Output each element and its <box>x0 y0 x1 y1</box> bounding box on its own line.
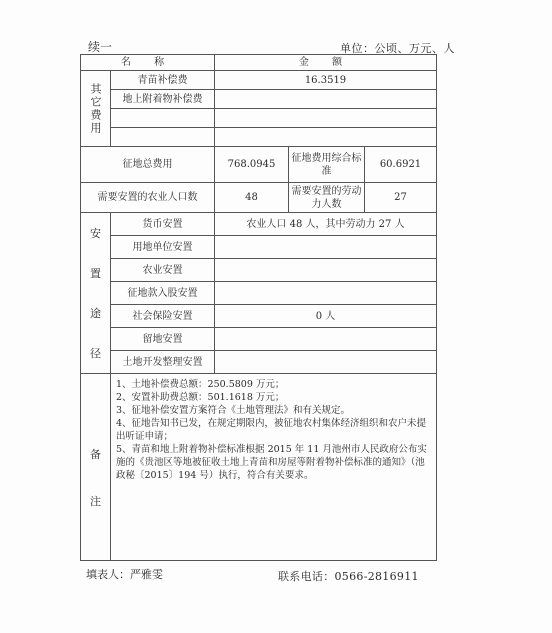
total-row <box>81 147 437 183</box>
labor-label: 需要安置的劳动力人数 <box>289 183 365 213</box>
population-label: 需要安置的农业人口数 <box>81 183 215 213</box>
table-row <box>81 259 437 282</box>
section-other-fees: 其它费用 <box>81 71 111 147</box>
row-label: 用地单位安置 <box>111 236 215 259</box>
row-label: 地上附着物补偿费 <box>111 90 215 109</box>
table-row <box>81 282 437 305</box>
row-value <box>215 351 437 374</box>
section-remarks: 备 注 <box>81 374 111 561</box>
col-header-amount: 金 额 <box>215 55 437 71</box>
table-row <box>81 109 437 128</box>
remarks-content <box>111 374 437 561</box>
table-row <box>81 128 437 147</box>
population-row <box>81 183 437 213</box>
row-value <box>215 259 437 282</box>
continuation-label: 续一 <box>88 40 113 54</box>
table-row <box>81 328 437 351</box>
row-label: 货币安置 <box>111 213 215 236</box>
header-row <box>81 55 437 71</box>
row-label: 留地安置 <box>111 328 215 351</box>
filler-name: 填表人：严雅雯 <box>86 568 163 581</box>
remarks-row <box>81 374 437 561</box>
row-value <box>215 328 437 351</box>
row-value <box>215 128 437 147</box>
row-label <box>111 128 215 147</box>
labor-value: 27 <box>365 183 437 213</box>
col-header-name: 名 称 <box>81 55 215 71</box>
total-value: 768.0945 <box>215 147 289 183</box>
row-value <box>215 282 437 305</box>
standard-value: 60.6921 <box>365 147 437 183</box>
remark-line: 2、安置补助费总额：501.1618 万元； <box>116 392 285 404</box>
remark-line: 1、土地补偿费总额：250.5809 万元； <box>116 379 285 391</box>
row-value: 农业人口 48 人，其中劳动力 27 人 <box>215 213 437 236</box>
population-value: 48 <box>215 183 289 213</box>
table-row <box>81 71 437 90</box>
table-row <box>81 90 437 109</box>
remark-line: 4、征地告知书已发，在规定期限内，被征地农村集体经济组织和农户未提出听证申请； <box>116 418 427 443</box>
row-value: 0 人 <box>215 305 437 328</box>
table-row <box>81 213 437 236</box>
row-value <box>215 236 437 259</box>
table-row <box>81 351 437 374</box>
remark-line: 5、青苗和地上附着物补偿标准根据 2015 年 11 月池州市人民政府公布实施的《贵池区等地被征收土地上青苗和房屋等附着物补偿标准的通知》（池政秘〔2015〕194 号）执行，符合有关要求。 <box>116 444 427 482</box>
total-label: 征地总费用 <box>81 147 215 183</box>
row-label: 土地开发整理安置 <box>111 351 215 374</box>
section-resettlement: 安 置 途 径 <box>81 213 111 374</box>
row-label: 农业安置 <box>111 259 215 282</box>
row-label <box>111 109 215 128</box>
row-label: 征地款入股安置 <box>111 282 215 305</box>
contact-phone: 联系电话：0566-2816911 <box>278 570 419 583</box>
unit-label: 单位：公顷、万元、人 <box>340 42 455 55</box>
row-value: 16.3519 <box>215 71 437 90</box>
standard-label: 征地费用综合标准 <box>289 147 365 183</box>
row-value <box>215 90 437 109</box>
row-label: 社会保险安置 <box>111 305 215 328</box>
row-value <box>215 109 437 128</box>
row-label: 青苗补偿费 <box>111 71 215 90</box>
compensation-table <box>80 54 437 561</box>
table-row <box>81 305 437 328</box>
remark-line: 3、征地补偿安置方案符合《土地管理法》和有关规定。 <box>116 405 351 417</box>
table-row <box>81 236 437 259</box>
